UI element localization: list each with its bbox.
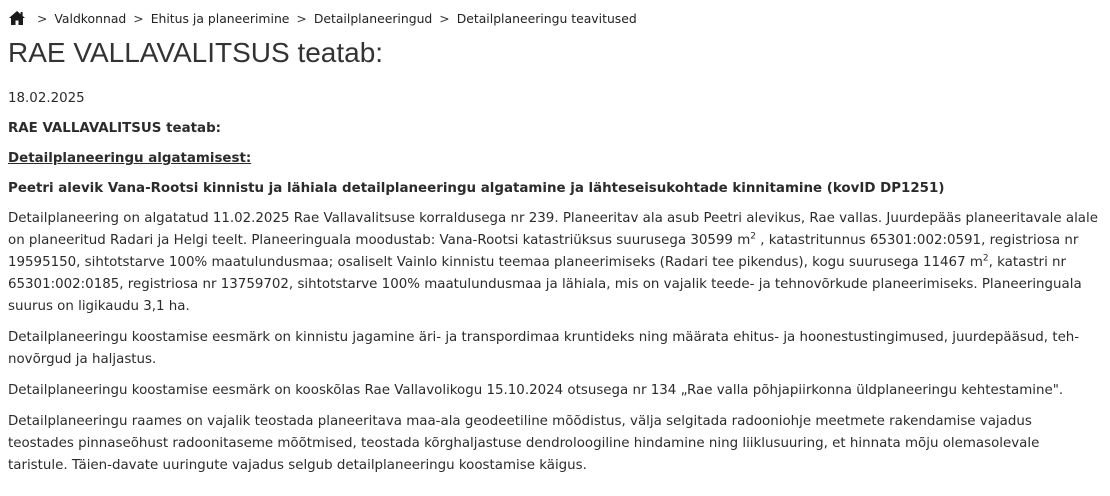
breadcrumb-separator: > [37, 10, 48, 26]
page-title: RAE VALLAVALITSUS teatab: [8, 37, 384, 68]
home-icon[interactable] [8, 10, 26, 26]
paragraph-1-part-b: , katastritunnus 65301:002:0591, registriosa nr 19595150, sihtotstarve 100% maatulundusmaa; osaliselt Vainlo kinnistu teemaa planeerimiseks (Radari tee pikendus), kogu suurusega 11467 m [8, 233, 1079, 270]
breadcrumb-link-detailplaneeringud[interactable]: Detailplaneeringud [313, 10, 433, 26]
breadcrumb-link-teavitused[interactable]: Detailplaneeringu teavitused [456, 10, 637, 26]
section-heading: Detailplaneeringu algatamisest: [8, 151, 252, 166]
subject-heading: Peetri alevik Vana-Rootsi kinnistu ja lähiala detailplaneeringu algatamine ja lähteseisukohtade kinnitamine (kovID DP1251) [8, 181, 945, 196]
paragraph-4: Detailplaneeringu raames on vajalik teostada planeeritava maa-ala geodeetiline mõõdistus, välja selgitada radooniohje meetmete rakendamise vajadus teostades pinnaseõhust radoonitaseme mõõtmised, teostada kõrghaljastuse dendroloogiline hindamine ning liiklusuuring, et hinnata mõju olemasolevale taristule. Täien-davate uuringute vajadus selgub detailplaneeringu koostamise käigus. [8, 414, 1040, 473]
breadcrumb [8, 8, 1098, 28]
paragraph-3: Detailplaneeringu koostamise eesmärk on kooskõlas Rae Vallavolikogu 15.10.2024 otsusega nr 134 „Rae valla põhjapiirkonna üldplaneeringu kehtestamine". [8, 383, 1064, 398]
intro-heading: RAE VALLAVALITSUS teatab: [8, 121, 222, 136]
breadcrumb-separator: > [439, 10, 450, 26]
breadcrumb-link-ehitus[interactable]: Ehitus ja planeerimine [150, 10, 290, 26]
paragraph-2: Detailplaneeringu koostamise eesmärk on kinnistu jagamine äri- ja transpordimaa kruntideks ning määrata ehitus- ja hoonestustingimused, juurdepääsud, teh-novõrgud ja haljastus. [8, 330, 1080, 367]
superscript-1: 2 [750, 231, 756, 242]
publish-date: 18.02.2025 [8, 91, 85, 106]
breadcrumb-separator: > [133, 10, 144, 26]
breadcrumb-separator: > [296, 10, 307, 26]
paragraph-1-part-a: Detailplaneering on algatatud 11.02.2025 Rae Vallavalitsuse korraldusega nr 239. Planeeritav ala asub Peetri alevikus, Rae vallas. Juurdepääs planeeritavale alale on planeeritud Radari ja Helgi teelt. Planeeringuala moodustab: Vana-Rootsi katastriüksus suurusega 30599 m [8, 211, 1098, 248]
paragraph-1-part-c: , katastri nr 65301:002:0185, registriosa nr 13759702, sihtotstarve 100% maatulundusmaa ja lähiala, mis on vajalik teede- ja tehnovõrkude planeerimiseks. Planeeringuala suurus on ligikaudu 3,1 ha. [8, 255, 1082, 314]
paragraph-1 [8, 208, 1098, 318]
superscript-2: 2 [982, 253, 989, 264]
breadcrumb-link-valdkonnad[interactable]: Valdkonnad [54, 10, 127, 26]
